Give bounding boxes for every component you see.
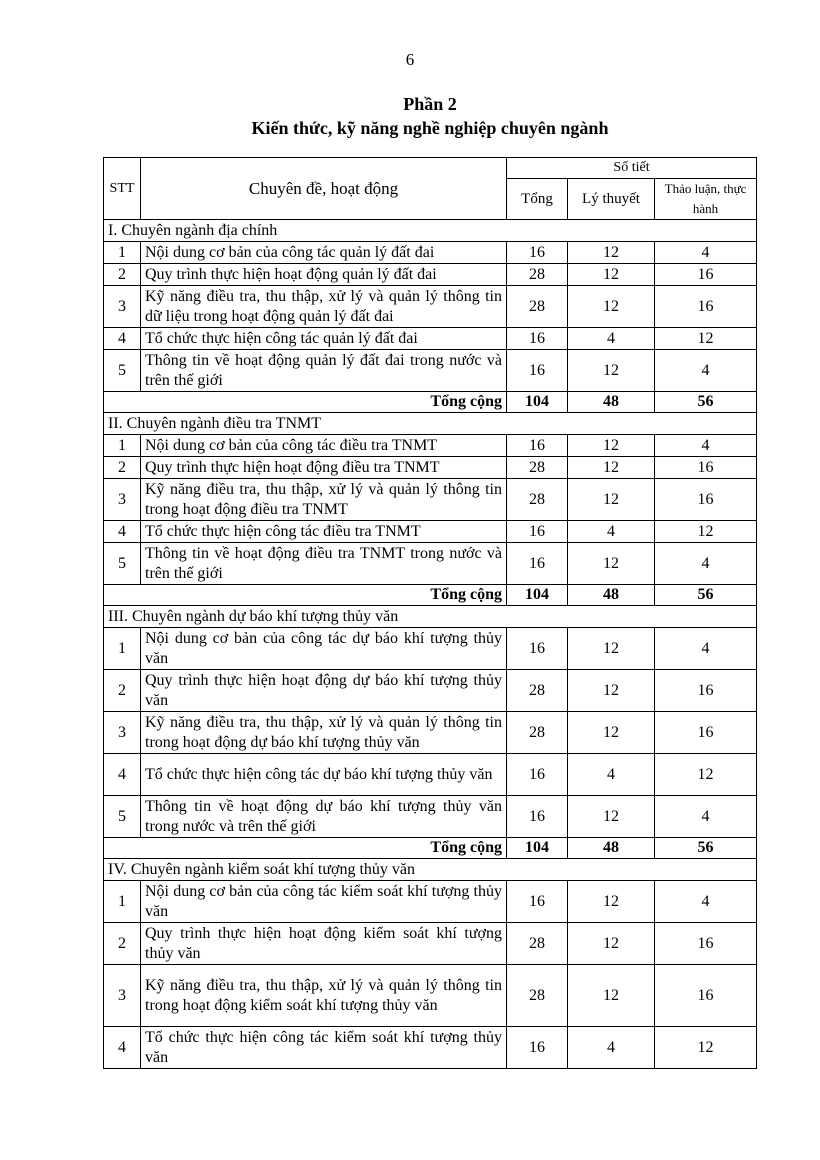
row-practice: 16 [655, 286, 757, 328]
sum-total: 104 [507, 585, 568, 606]
row-practice: 16 [655, 965, 757, 1027]
row-stt: 1 [104, 435, 141, 457]
section-row [104, 859, 757, 881]
row-total: 16 [507, 543, 568, 585]
row-practice: 4 [655, 242, 757, 264]
row-total: 16 [507, 881, 568, 923]
row-stt: 2 [104, 670, 141, 712]
section-row [104, 606, 757, 628]
row-topic: Thông tin về hoạt động quản lý đất đai trong nước và trên thế giới [141, 350, 507, 392]
row-total: 16 [507, 628, 568, 670]
sum-practice: 56 [655, 585, 757, 606]
row-total: 16 [507, 350, 568, 392]
row-practice: 16 [655, 923, 757, 965]
total-row [104, 838, 757, 859]
row-practice: 12 [655, 754, 757, 796]
row-practice: 12 [655, 521, 757, 543]
section-title: II. Chuyên ngành điều tra TNMT [104, 413, 757, 435]
row-topic: Tổ chức thực hiện công tác quản lý đất đai [141, 328, 507, 350]
row-theory: 12 [568, 350, 655, 392]
section-title: IV. Chuyên ngành kiểm soát khí tượng thủy văn [104, 859, 757, 881]
row-stt: 5 [104, 543, 141, 585]
row-total: 28 [507, 923, 568, 965]
row-topic: Thông tin về hoạt động dự báo khí tượng thủy văn trong nước và trên thế giới [141, 796, 507, 838]
row-stt: 3 [104, 965, 141, 1027]
row-topic: Kỹ năng điều tra, thu thập, xử lý và quản lý thông tin trong hoạt động dự báo khí tượng thủy văn [141, 712, 507, 754]
row-practice: 4 [655, 543, 757, 585]
header-total: Tổng [507, 179, 568, 220]
row-topic: Kỹ năng điều tra, thu thập, xử lý và quản lý thông tin dữ liệu trong hoạt động quản lý đất đai [141, 286, 507, 328]
row-total: 16 [507, 435, 568, 457]
row-theory: 4 [568, 328, 655, 350]
table-row [104, 543, 757, 585]
table-header [104, 158, 757, 220]
sum-practice: 56 [655, 392, 757, 413]
row-practice: 4 [655, 796, 757, 838]
table-row [104, 670, 757, 712]
header-topic: Chuyên đề, hoạt động [141, 158, 507, 220]
row-stt: 3 [104, 286, 141, 328]
row-topic: Nội dung cơ bản của công tác điều tra TNMT [141, 435, 507, 457]
row-total: 16 [507, 328, 568, 350]
row-practice: 16 [655, 712, 757, 754]
row-topic: Quy trình thực hiện hoạt động quản lý đất đai [141, 264, 507, 286]
row-practice: 4 [655, 881, 757, 923]
part-title: Kiến thức, kỹ năng nghề nghiệp chuyên ngành [251, 118, 609, 138]
part-heading [0, 92, 820, 140]
row-theory: 12 [568, 543, 655, 585]
sum-total: 104 [507, 392, 568, 413]
row-topic: Quy trình thực hiện hoạt động điều tra TNMT [141, 457, 507, 479]
row-stt: 2 [104, 264, 141, 286]
row-total: 16 [507, 1027, 568, 1069]
row-topic: Quy trình thực hiện hoạt động kiểm soát khí tượng thủy văn [141, 923, 507, 965]
row-stt: 5 [104, 796, 141, 838]
table-row [104, 965, 757, 1027]
table-body [104, 220, 757, 1069]
table-row [104, 796, 757, 838]
table-row [104, 521, 757, 543]
row-practice: 16 [655, 264, 757, 286]
row-theory: 12 [568, 435, 655, 457]
table-row [104, 754, 757, 796]
section-row [104, 220, 757, 242]
row-total: 28 [507, 457, 568, 479]
row-practice: 12 [655, 328, 757, 350]
row-theory: 12 [568, 796, 655, 838]
section-title: I. Chuyên ngành địa chính [104, 220, 757, 242]
row-topic: Tổ chức thực hiện công tác kiểm soát khí tượng thủy văn [141, 1027, 507, 1069]
row-topic: Tổ chức thực hiện công tác dự báo khí tượng thủy văn [141, 754, 507, 796]
row-total: 16 [507, 754, 568, 796]
row-stt: 4 [104, 328, 141, 350]
row-topic: Quy trình thực hiện hoạt động dự báo khí tượng thủy văn [141, 670, 507, 712]
table-row [104, 628, 757, 670]
section-row [104, 413, 757, 435]
row-topic: Thông tin về hoạt động điều tra TNMT trong nước và trên thế giới [141, 543, 507, 585]
row-theory: 12 [568, 479, 655, 521]
curriculum-table [103, 157, 757, 1069]
row-practice: 12 [655, 1027, 757, 1069]
total-label: Tổng cộng [104, 392, 507, 413]
row-theory: 12 [568, 965, 655, 1027]
row-theory: 12 [568, 264, 655, 286]
sum-total: 104 [507, 838, 568, 859]
row-practice: 16 [655, 479, 757, 521]
table-row [104, 350, 757, 392]
row-theory: 12 [568, 881, 655, 923]
header-theory: Lý thuyết [568, 179, 655, 220]
row-practice: 4 [655, 350, 757, 392]
row-theory: 4 [568, 521, 655, 543]
sum-theory: 48 [568, 585, 655, 606]
row-total: 28 [507, 712, 568, 754]
table-row [104, 328, 757, 350]
row-practice: 4 [655, 628, 757, 670]
part-label: Phần 2 [403, 94, 457, 114]
table-row [104, 242, 757, 264]
row-stt: 1 [104, 242, 141, 264]
row-topic: Nội dung cơ bản của công tác dự báo khí tượng thủy văn [141, 628, 507, 670]
row-stt: 4 [104, 521, 141, 543]
row-theory: 12 [568, 457, 655, 479]
row-theory: 12 [568, 712, 655, 754]
total-label: Tổng cộng [104, 585, 507, 606]
row-total: 16 [507, 796, 568, 838]
page-number: 6 [405, 50, 415, 69]
table-row [104, 479, 757, 521]
table-row [104, 264, 757, 286]
table-row [104, 435, 757, 457]
table-row [104, 286, 757, 328]
table-row [104, 923, 757, 965]
row-topic: Kỹ năng điều tra, thu thập, xử lý và quản lý thông tin trong hoạt động điều tra TNMT [141, 479, 507, 521]
row-practice: 16 [655, 670, 757, 712]
row-theory: 12 [568, 670, 655, 712]
row-total: 28 [507, 264, 568, 286]
row-theory: 4 [568, 1027, 655, 1069]
row-stt: 1 [104, 881, 141, 923]
sum-practice: 56 [655, 838, 757, 859]
section-title: III. Chuyên ngành dự báo khí tượng thủy văn [104, 606, 757, 628]
row-stt: 3 [104, 479, 141, 521]
total-row [104, 392, 757, 413]
row-stt: 1 [104, 628, 141, 670]
row-theory: 12 [568, 242, 655, 264]
row-total: 16 [507, 521, 568, 543]
row-topic: Tổ chức thực hiện công tác điều tra TNMT [141, 521, 507, 543]
sum-theory: 48 [568, 838, 655, 859]
table-row [104, 1027, 757, 1069]
total-label: Tổng cộng [104, 838, 507, 859]
row-practice: 16 [655, 457, 757, 479]
row-practice: 4 [655, 435, 757, 457]
row-topic: Nội dung cơ bản của công tác quản lý đất đai [141, 242, 507, 264]
row-stt: 2 [104, 457, 141, 479]
row-theory: 4 [568, 754, 655, 796]
row-theory: 12 [568, 286, 655, 328]
row-total: 28 [507, 670, 568, 712]
row-theory: 12 [568, 923, 655, 965]
row-stt: 2 [104, 923, 141, 965]
row-total: 28 [507, 965, 568, 1027]
table-row [104, 457, 757, 479]
row-stt: 4 [104, 1027, 141, 1069]
row-theory: 12 [568, 628, 655, 670]
row-topic: Nội dung cơ bản của công tác kiểm soát khí tượng thủy văn [141, 881, 507, 923]
row-total: 28 [507, 479, 568, 521]
header-periods: Số tiết [507, 158, 757, 179]
total-row [104, 585, 757, 606]
table-row [104, 881, 757, 923]
row-stt: 3 [104, 712, 141, 754]
table-row [104, 712, 757, 754]
row-total: 28 [507, 286, 568, 328]
sum-theory: 48 [568, 392, 655, 413]
row-stt: 4 [104, 754, 141, 796]
row-total: 16 [507, 242, 568, 264]
row-stt: 5 [104, 350, 141, 392]
header-practice: Thảo luận, thực hành [655, 179, 757, 220]
row-topic: Kỹ năng điều tra, thu thập, xử lý và quản lý thông tin trong hoạt động kiểm soát khí tượng thủy văn [141, 965, 507, 1027]
header-stt: STT [104, 158, 141, 220]
